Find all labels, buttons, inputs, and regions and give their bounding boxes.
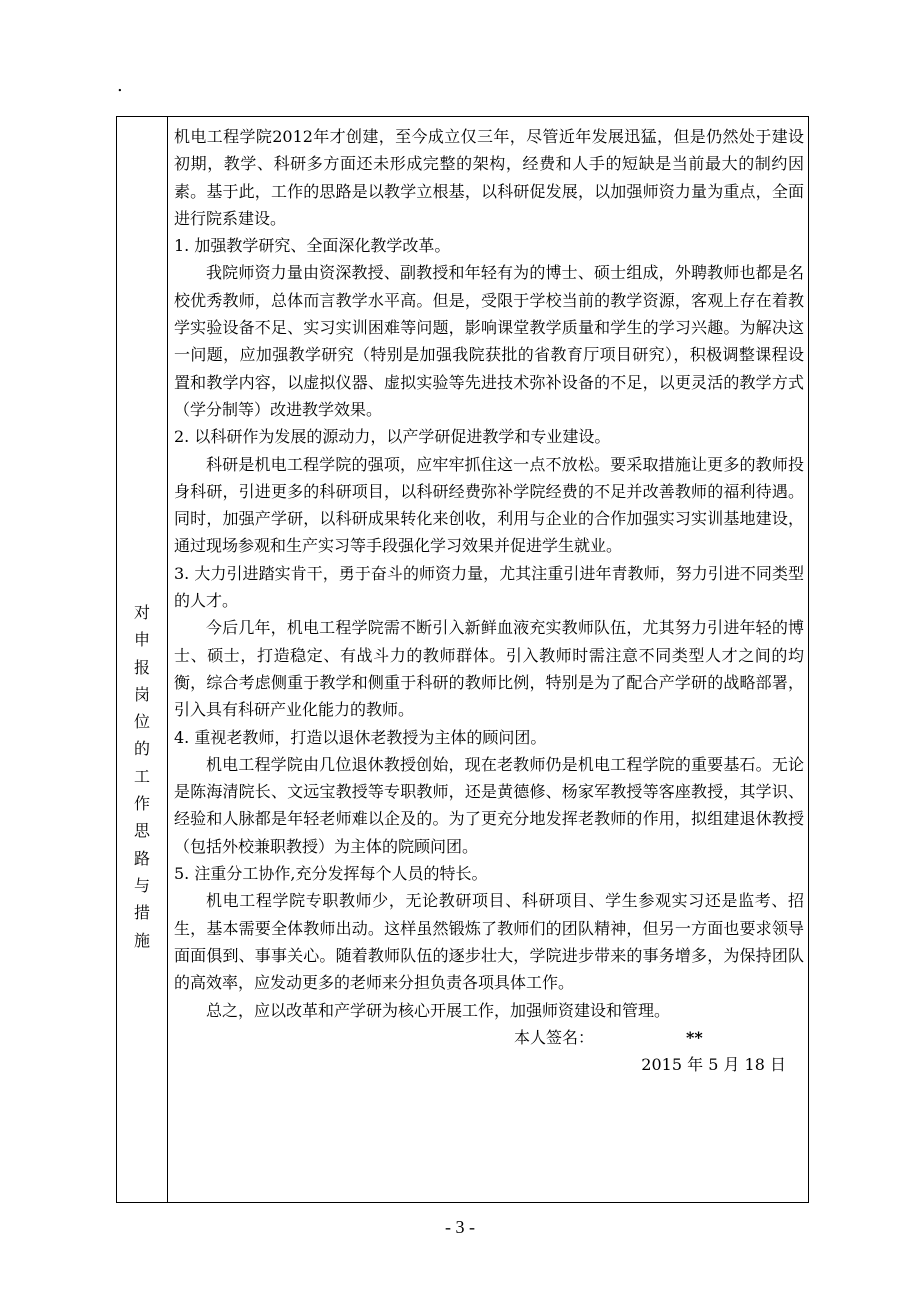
signature-label: 本人签名： <box>514 1027 595 1047</box>
row-label-char: 报 <box>133 657 150 677</box>
row-label-char: 岗 <box>133 684 150 704</box>
signature-date: 2015 年 5 月 18 日 <box>641 1055 786 1075</box>
row-label-char: 申 <box>133 630 150 650</box>
paragraph: 1. 加强教学研究、全面深化教学改革。 <box>174 236 451 256</box>
header-mark: . <box>117 75 123 96</box>
row-label-char: 施 <box>133 930 150 950</box>
paragraph: 今后几年，机电工程学院需不断引入新鲜血液充实教师队伍，尤其努力引进年轻的博士、硕士，打造稳定、有战斗力的教师群体。引入教师时需注意不同类型人才之间的均衡，综合考虑侧重于教学和侧重于科研的教师比例，特别是为了配合产学研的战略部署，引入具有科研产业化能力的教师。 <box>174 618 804 720</box>
row-label-char: 位 <box>133 712 150 732</box>
row-label-char: 对 <box>133 603 150 622</box>
paragraph: 我院师资力量由资深教授、副教授和年轻有为的博士、硕士组成，外聘教师也都是名校优秀教师，总体而言教学水平高。但是，受限于学校当前的教学资源，客观上存在着教学实验设备不足、实习实训困难等问题，影响课堂教学质量和学生的学习兴趣。为解决这一问题，应加强教学研究（特别是加强我院获批的省教育厅项目研究），积极调整课程设置和教学内容，以虚拟仪器、虚拟实验等先进技术弥补设备的不足，以更灵活的教学方式（学分制等）改进教学效果。 <box>174 263 804 419</box>
signature-line <box>174 1024 804 1051</box>
paragraph: 机电工程学院专职教师少，无论教研项目、科研项目、学生参观实习还是监考、招生，基本需要全体教师出动。这样虽然锻炼了教师们的团队精神，但另一方面也要求领导面面俱到、事事关心。随着教师队伍的逐步壮大，学院进步带来的事务增多，为保持团队的高效率，应发动更多的老师来分担负责各项具体工作。 <box>174 891 804 993</box>
paragraph: 总之，应以改革和产学研为核心开展工作，加强师资建设和管理。 <box>206 1000 671 1020</box>
paragraph-list <box>174 123 804 1024</box>
row-label-cell <box>117 117 168 1202</box>
paragraph: 机电工程学院由几位退休教授创始，现在老教师仍是机电工程学院的重要基石。无论是陈海清院长、文远宝教授等专职教师，还是黄德修、杨家军教授等客座教授，其学识、经验和人脉都是年轻老师难以企及的。为了更充分地发挥老教师的作用，拟组建退休教授（包括外校兼职教授）为主体的院顾问团。 <box>174 754 804 856</box>
row-label-char: 与 <box>133 875 150 895</box>
work-plan-content <box>168 117 808 1202</box>
row-label <box>117 599 167 954</box>
signature-value: ** <box>686 1027 703 1047</box>
row-label-char: 的 <box>133 739 150 759</box>
paragraph: 4. 重视老教师，打造以退休老教授为主体的顾问团。 <box>174 727 547 747</box>
row-label-char: 思 <box>133 821 150 841</box>
form-table <box>116 116 809 1203</box>
page-number: - 3 - <box>445 1217 475 1237</box>
paragraph: 3. 大力引进踏实肯干，勇于奋斗的师资力量，尤其注重引进年青教师，努力引进不同类型的人才。 <box>174 563 804 611</box>
paragraph: 科研是机电工程学院的强项，应牢牢抓住这一点不放松。要采取措施让更多的教师投身科研，引进更多的科研项目，以科研经费弥补学院经费的不足并改善教师的福利待遇。同时，加强产学研，以科研成果转化来创收，利用与企业的合作加强实习实训基地建设，通过现场参观和生产实习等手段强化学习效果并促进学生就业。 <box>174 454 804 556</box>
row-label-char: 工 <box>133 766 150 786</box>
row-label-char: 路 <box>133 848 150 868</box>
paragraph: 2. 以科研作为发展的源动力，以产学研促进教学和专业建设。 <box>174 427 611 447</box>
paragraph: 5. 注重分工协作,充分发挥每个人员的特长。 <box>174 864 488 884</box>
row-label-char: 作 <box>133 794 150 814</box>
paragraph: 机电工程学院2012年才创建，至今成立仅三年，尽管近年发展迅猛，但是仍然处于建设初期，教学、科研多方面还未形成完整的架构，经费和人手的短缺是当前最大的制约因素。基于此，工作的思路是以教学立根基，以科研促发展，以加强师资力量为重点，全面进行院系建设。 <box>174 127 804 228</box>
row-label-char: 措 <box>133 903 150 923</box>
